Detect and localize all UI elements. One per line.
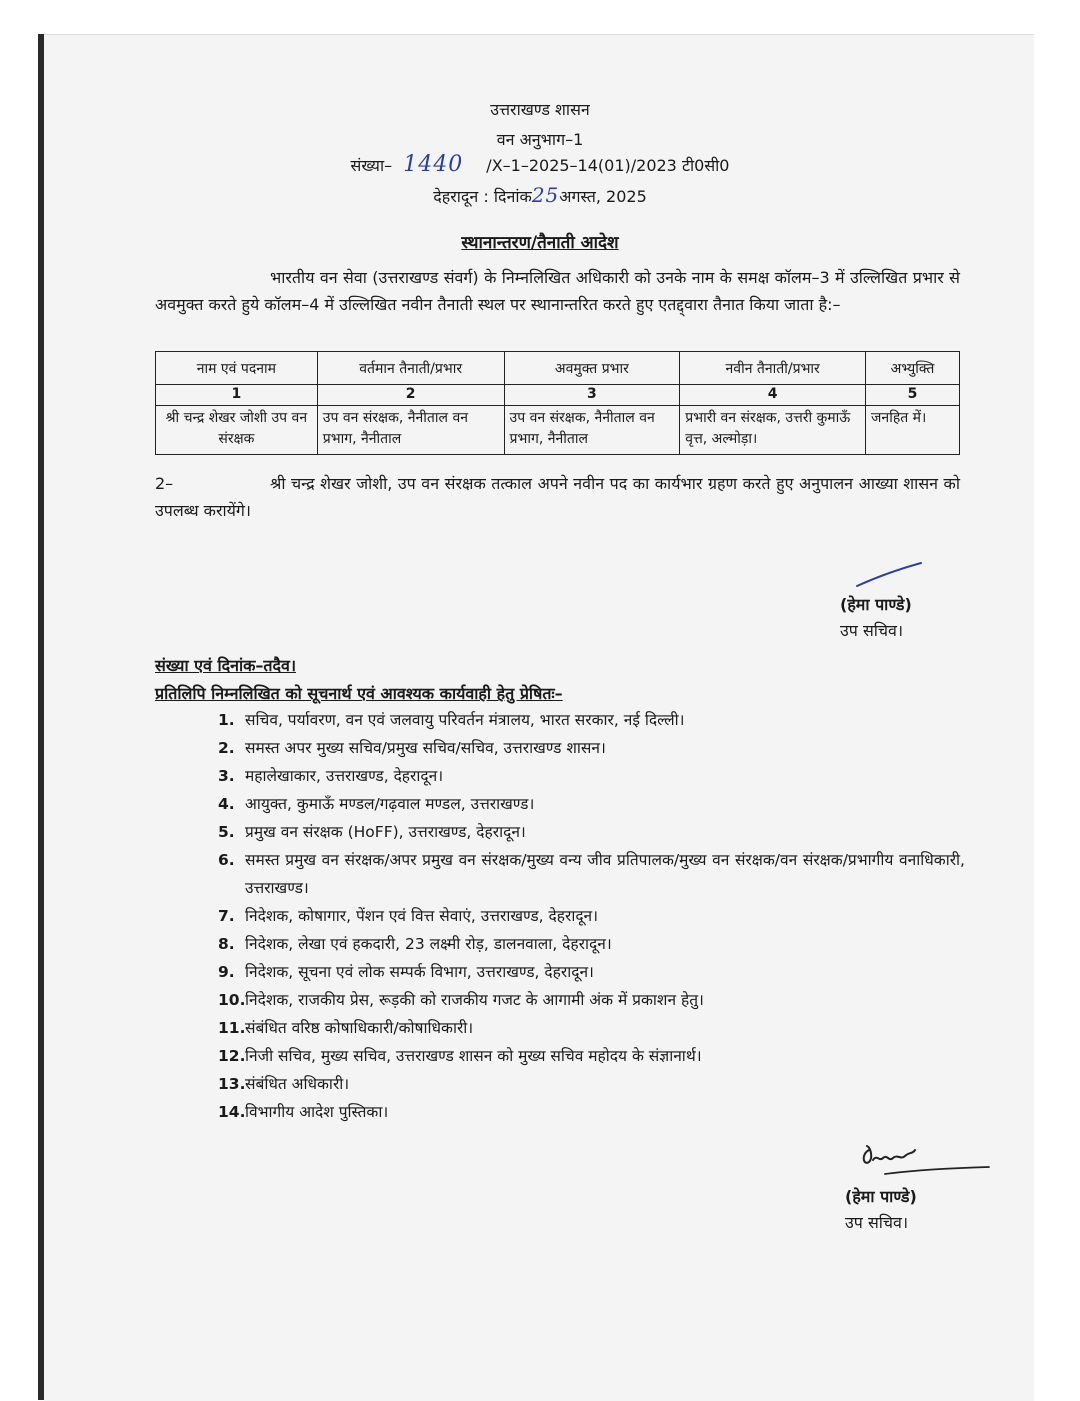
table-number-row: [156, 385, 960, 406]
government-name: उत्तराखण्ड शासन: [490, 100, 590, 119]
scan-background: [0, 0, 38, 1400]
list-item: 7. निदेशक, कोषागार, पेंशन एवं वित्त सेवाएं, उत्तराखण्ड, देहरादून।: [218, 907, 599, 925]
list-item: 14. विभागीय आदेश पुस्तिका।: [218, 1103, 389, 1121]
table-header-cell: नवीन तैनाती/प्रभार: [680, 352, 866, 385]
signatory-designation: उप सचिव।: [840, 621, 904, 640]
officer-name-cell: श्री चन्द्र शेखर जोशी उप वन संरक्षक: [156, 406, 318, 455]
date-suffix: अगस्त, 2025: [559, 187, 647, 206]
new-posting-cell: प्रभारी वन संरक्षक, उत्तरी कुमाऊँ वृत्त, अल्मोड़ा।: [680, 406, 866, 455]
order-number-line: [0, 152, 1080, 177]
current-posting-cell: उप वन संरक्षक, नैनीताल वन प्रभाग, नैनीताल: [317, 406, 504, 455]
signature-block: [840, 592, 912, 644]
table-row: [156, 406, 960, 455]
date-line: [0, 183, 1080, 207]
list-item: 5. प्रमुख वन संरक्षक (HoFF), उत्तराखण्ड, देहरादून।: [218, 823, 526, 841]
date-handwritten: 25: [531, 183, 560, 207]
intro-paragraph: भारतीय वन सेवा (उत्तराखण्ड संवर्ग) के निम्नलिखित अधिकारी को उनके नाम के समक्ष कॉलम–3 में उल्लिखित प्रभार से अवमुक्त करते हुये कॉलम–4 में उल्लिखित नवीन तैनाती स्थल पर स्थानान्तरित करते हुए एतद्द्वारा तैनात किया जाता है:–: [155, 268, 960, 314]
column-number: 3: [504, 385, 680, 406]
list-item: 3. महालेखाकार, उत्तराखण्ड, देहरादून।: [218, 767, 444, 785]
paragraph-2-text: श्री चन्द्र शेखर जोशी, उप वन संरक्षक तत्काल अपने नवीन पद का कार्यभार ग्रहण करते हुए अनुपालन आख्या शासन को उपलब्ध करायेंगे।: [155, 474, 960, 520]
remarks-cell: जनहित में।: [866, 406, 960, 455]
copy-recipient-list: [155, 706, 965, 1126]
list-item: 4. आयुक्त, कुमाऊँ मण्डल/गढ़वाल मण्डल, उत्तराखण्ड।: [218, 795, 535, 813]
list-item: 12. निजी सचिव, मुख्य सचिव, उत्तराखण्ड शासन को मुख्य सचिव महोदय के संज्ञानार्थ।: [218, 1047, 702, 1065]
list-item: 13. संबंधित अधिकारी।: [218, 1075, 350, 1093]
table-header-row: [156, 352, 960, 385]
table-header-cell: वर्तमान तैनाती/प्रभार: [317, 352, 504, 385]
signature-block-2: [845, 1184, 917, 1236]
column-number: 4: [680, 385, 866, 406]
list-item: 11. संबंधित वरिष्ठ कोषाधिकारी/कोषाधिकारी।: [218, 1019, 474, 1037]
table-header-cell: अवमुक्त प्रभार: [504, 352, 680, 385]
paragraph-2-number: 2–: [155, 474, 174, 493]
list-item: 10. निदेशक, राजकीय प्रेस, रूड़की को राजकीय गजट के आगामी अंक में प्रकाशन हेतु।: [218, 991, 704, 1009]
list-item: 8. निदेशक, लेखा एवं हकदारी, 23 लक्ष्मी रोड़, डालनवाला, देहरादून।: [218, 935, 612, 953]
copy-reference: संख्या एवं दिनांक–तदैव।: [155, 656, 297, 675]
transfer-table: [155, 351, 960, 455]
order-number-prefix: संख्या–: [350, 156, 393, 175]
handwritten-signature-icon: [855, 1140, 995, 1180]
column-number: 1: [156, 385, 318, 406]
list-item: 2. समस्त अपर मुख्य सचिव/प्रमुख सचिव/सचिव, उत्तराखण्ड शासन।: [218, 739, 606, 757]
section-name: वन अनुभाग–1: [496, 130, 584, 149]
signatory-name: (हेमा पाण्डे): [840, 595, 912, 614]
relieved-charge-cell: उप वन संरक्षक, नैनीताल वन प्रभाग, नैनीताल: [504, 406, 680, 455]
table-header-cell: नाम एवं पदनाम: [156, 352, 318, 385]
date-prefix: देहरादून : दिनांक: [433, 187, 532, 206]
copy-intro: प्रतिलिपि निम्नलिखित को सूचनार्थ एवं आवश्यक कार्यवाही हेतु प्रेषितः–: [155, 684, 563, 703]
order-number-suffix: /X–1–2025–14(01)/2023 टी0सी0: [486, 156, 730, 175]
list-item: 1. सचिव, पर्यावरण, वन एवं जलवायु परिवर्तन मंत्रालय, भारत सरकार, नई दिल्ली।: [218, 711, 685, 729]
signature-stroke-icon: [855, 560, 925, 590]
order-number-handwritten: 1440: [403, 152, 464, 177]
column-number: 2: [317, 385, 504, 406]
signatory-name-2: (हेमा पाण्डे): [845, 1187, 917, 1206]
order-title: स्थानान्तरण/तैनाती आदेश: [461, 233, 619, 253]
list-item: 9. निदेशक, सूचना एवं लोक सम्पर्क विभाग, उत्तराखण्ड, देहरादून।: [218, 963, 594, 981]
signatory-designation-2: उप सचिव।: [845, 1213, 909, 1232]
column-number: 5: [866, 385, 960, 406]
paragraph-2: [155, 470, 960, 524]
table-header-cell: अभ्युक्ति: [866, 352, 960, 385]
list-item: 6. समस्त प्रमुख वन संरक्षक/अपर प्रमुख वन संरक्षक/मुख्य वन्य जीव प्रतिपालक/मुख्य वन संरक्षक/वन संरक्षक/प्रभागीय वनाधिकारी, उत्तराखण्ड।: [218, 851, 965, 897]
